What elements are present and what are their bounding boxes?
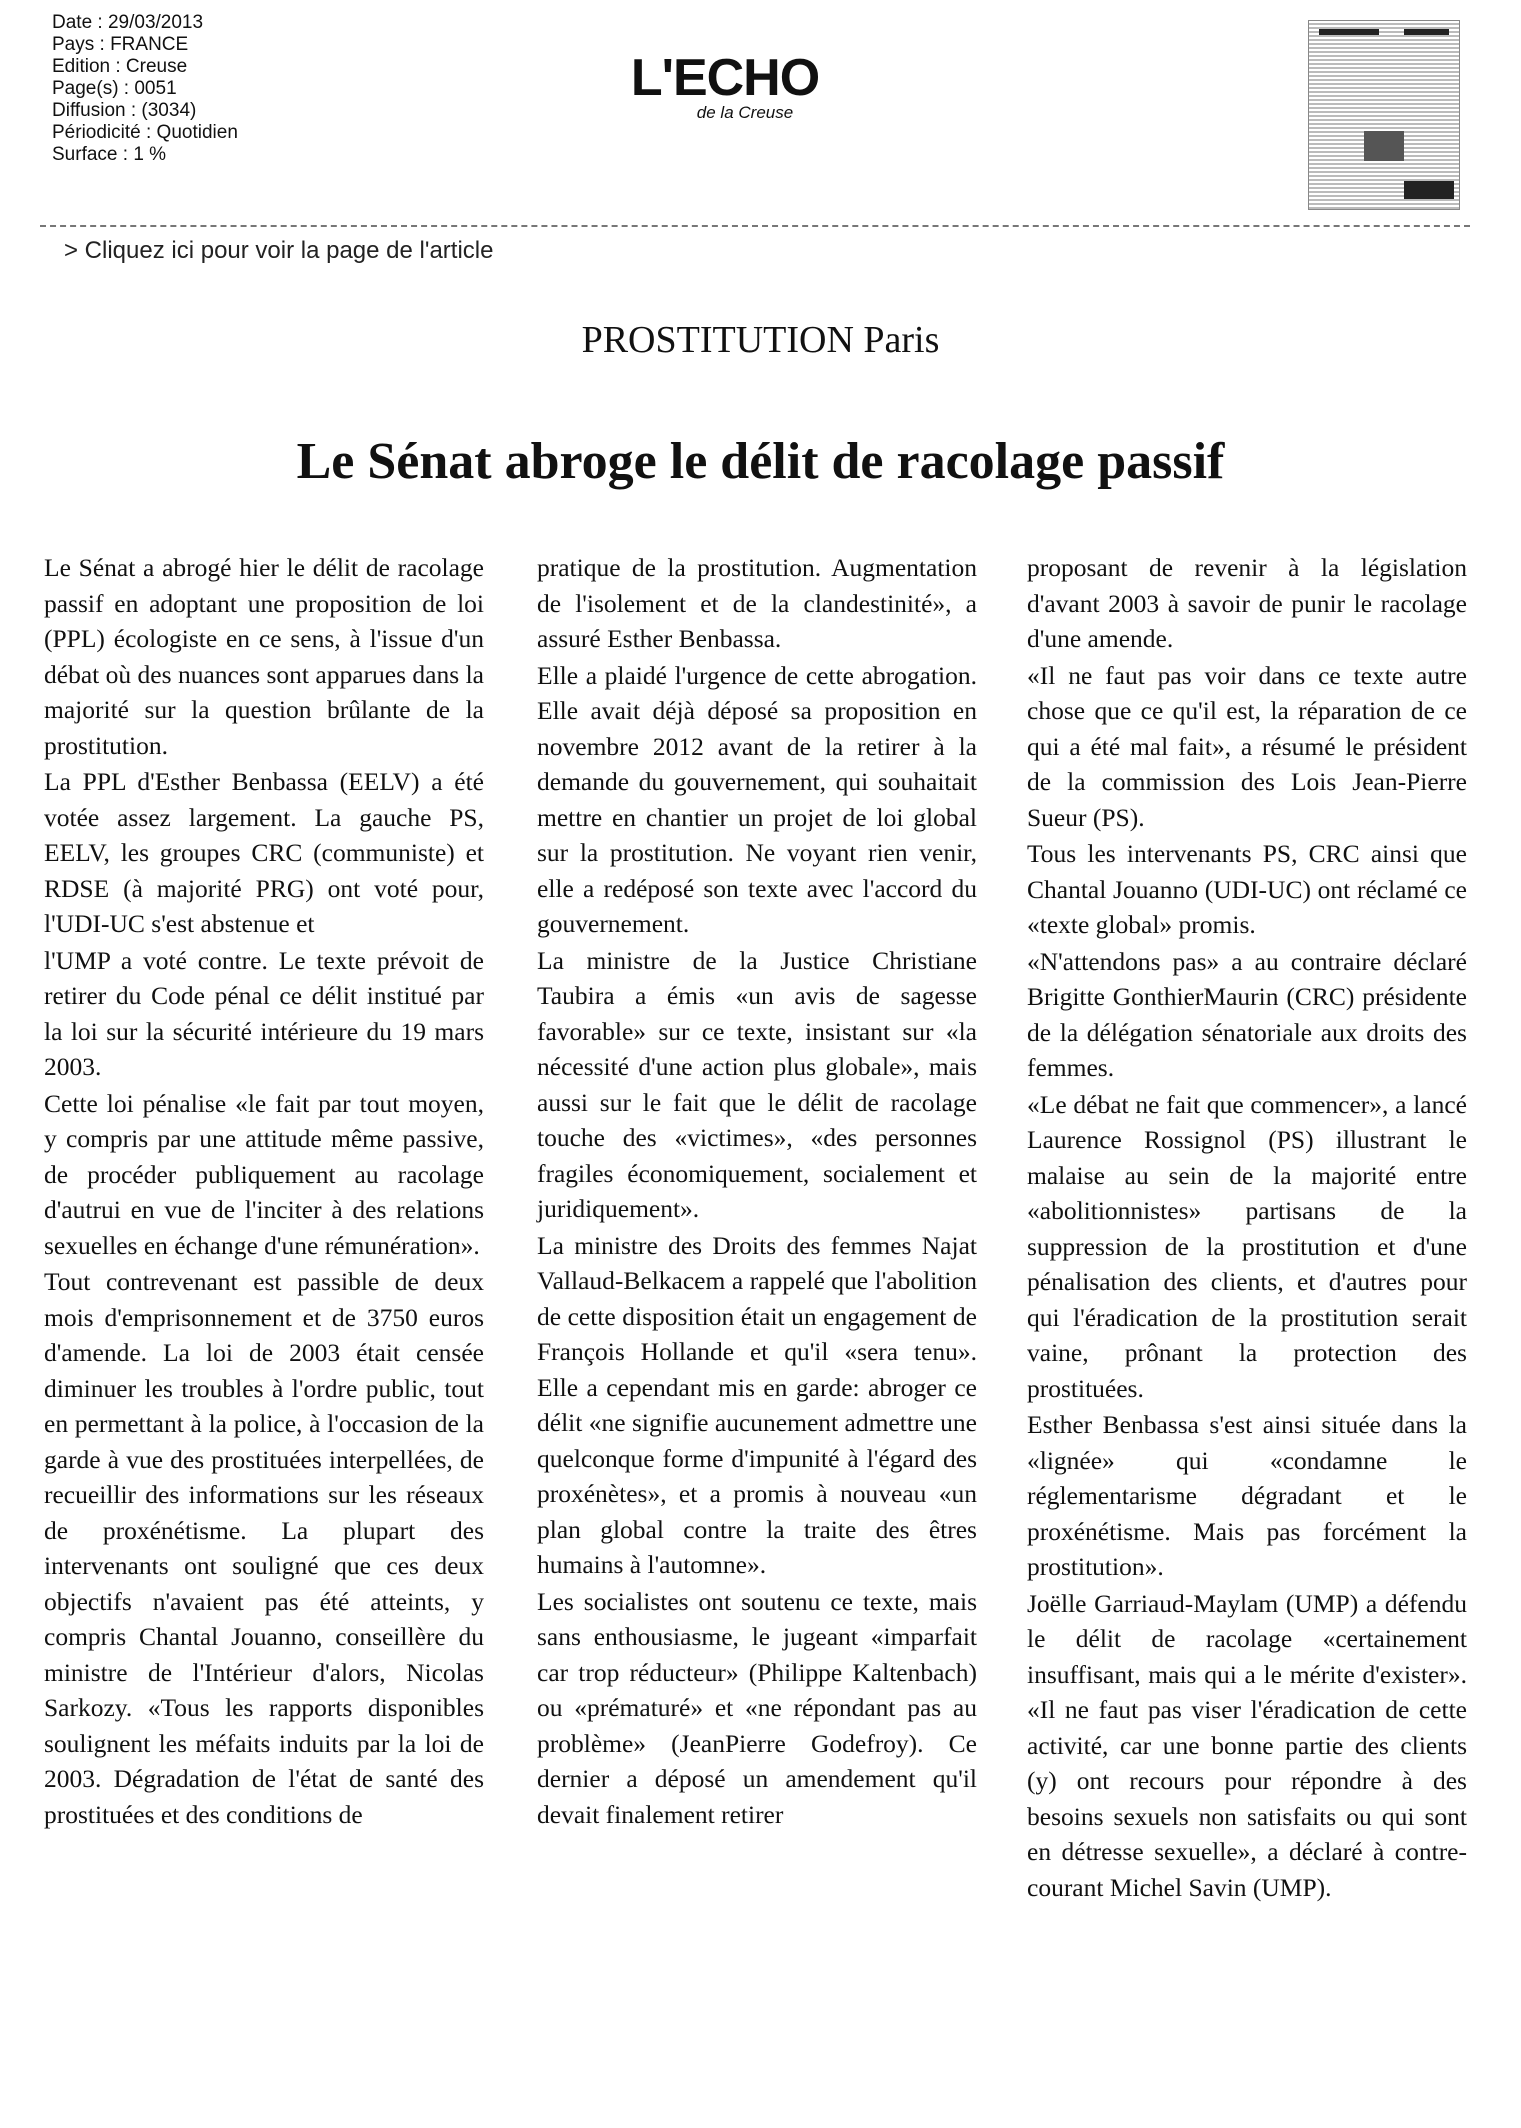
article-column-1 [44,550,484,1833]
paragraph: Les socialistes ont soutenu ce texte, mais sans enthousiasme, le jugeant «imparfait car trop réducteur» (Philippe Kaltenbach) ou «prématuré» et «ne répondant pas au problème» (JeanPierre Godefroy). Ce dernier a déposé un amendement qu'il devait finalement retirer [537,1586,977,1829]
meta-surface: Surface : 1 % [52,144,167,165]
paragraph: La ministre de la Justice Christiane Taubira a émis «un avis de sagesse favorable» sur ce texte, insistant sur «la nécessité d'une action plus globale», mais aussi sur le fait que le délit de racolage touche des «victimes», «des personnes fragiles économiquement, socialement et juridiquement». [537,945,977,1223]
meta-periodicity: Périodicité : Quotidien [52,122,238,143]
logo-subtitle: de la Creuse [696,103,794,122]
paragraph: «N'attendons pas» a au contraire déclaré Brigitte GonthierMaurin (CRC) présidente de la délégation sénatoriale aux droits des femmes. [1027,946,1467,1082]
paragraph: Esther Benbassa s'est ainsi située dans la «lignée» qui «condamne le réglementarisme dégradant et le proxénétisme. Mais pas forcément la prostitution». [1027,1410,1467,1581]
article-headline: Le Sénat abroge le délit de racolage passif [296,433,1225,490]
meta-edition: Edition : Creuse [52,56,188,77]
logo-title: L'ECHO [630,49,820,107]
view-article-page-link[interactable]: > Cliquez ici pour voir la page de l'article [64,237,494,264]
meta-diffusion: Diffusion : (3034) [52,100,197,121]
paragraph: «Le débat ne fait que commencer», a lancé Laurence Rossignol (PS) illustrant le malaise au sein de la majorité entre «abolitionnistes» partisans de la suppression de la prostitution et d'une pénalisation des clients, et d'autres pour qui l'éradication de la prostitution serait vaine, prônant la protection des prostituées. [1027,1089,1467,1403]
meta-pages: Page(s) : 0051 [52,78,177,99]
article-column-3 [1027,550,1467,1906]
paragraph: Tous les intervenants PS, CRC ainsi que Chantal Jouanno (UDI-UC) ont réclamé ce «texte global» promis. [1027,839,1467,939]
header-divider [40,225,1470,227]
paragraph: l'UMP a voté contre. Le texte prévoit de retirer du Code pénal ce délit institué par la loi sur la sécurité intérieure du 19 mars 2003. [44,945,484,1081]
paragraph: Le Sénat a abrogé hier le délit de racolage passif en adoptant une proposition de loi (PPL) écologiste en ce sens, à l'issue d'un débat où des nuances sont apparues dans la majorité sur la question brûlante de la prostitution. [44,553,484,760]
paragraph: pratique de la prostitution. Augmentation de l'isolement et de la clandestinité», a assuré Esther Benbassa. [537,553,977,653]
paragraph: Joëlle Garriaud-Maylam (UMP) a défendu le délit de racolage «certainement insuffisant, mais qui a le mérite d'exister». «Il ne faut pas viser l'éradication de cette activité, car une bonne partie des clients (y) ont recours pour répondre à des besoins sexuels non satisfaits ou qui sont en détresse sexuelle», a déclaré à contre-courant Michel Savin (UMP). [1027,1588,1467,1902]
paragraph: Elle a plaidé l'urgence de cette abrogation. Elle avait déjà déposé sa proposition en novembre 2012 avant de la retirer à la demande du gouvernement, qui souhaitait mettre en chantier un projet de loi global sur la prostitution. Ne voyant rien venir, elle a redéposé son texte avec l'accord du gouvernement. [537,660,977,938]
section-title: PROSTITUTION Paris [581,319,940,361]
paragraph: La PPL d'Esther Benbassa (EELV) a été votée assez largement. La gauche PS, EELV, les groupes CRC (communiste) et RDSE (à majorité PRG) ont voté pour, l'UDI-UC s'est abstenue et [44,767,484,938]
page-thumbnail[interactable] [1308,20,1460,210]
article-metadata [52,12,238,166]
meta-country: Pays : FRANCE [52,34,189,55]
meta-date: Date : 29/03/2013 [52,12,204,33]
paragraph: Tout contrevenant est passible de deux mois d'emprisonnement et de 3750 euros d'amende. La loi de 2003 était censée diminuer les troubles à l'ordre public, tout en permettant à la police, à l'occasion de la garde à vue des prostituées interpellées, de recueillir des informations sur les réseaux de proxénétisme. La plupart des intervenants ont souligné que ces deux objectifs n'avaient pas été atteints, y compris Chantal Jouanno, conseillère du ministre de l'Intérieur d'alors, Nicolas Sarkozy. «Tous les rapports disponibles soulignent les méfaits induits par la loi de 2003. Dégradation de l'état de santé des prostituées et des conditions de [44,1267,484,1829]
article-column-2 [537,550,977,1833]
newspaper-logo [620,49,830,122]
paragraph: Cette loi pénalise «le fait par tout moyen, y compris par une attitude même passive, de procéder publiquement au racolage d'autrui en vue de l'inciter à des relations sexuelles en échange d'une rémunération». [44,1088,484,1260]
paragraph: proposant de revenir à la législation d'avant 2003 à savoir de punir le racolage d'une amende. [1027,553,1467,653]
paragraph: «Il ne faut pas voir dans ce texte autre chose que ce qu'il est, la réparation de ce qui a été mal fait», a résumé le président de la commission des Lois Jean-Pierre Sueur (PS). [1027,660,1467,832]
paragraph: La ministre des Droits des femmes Najat Vallaud-Belkacem a rappelé que l'abolition de cette disposition était un engagement de François Hollande et qu'il «sera tenu». Elle a cependant mis en garde: abroger ce délit «ne signifie aucunement admettre une quelconque forme d'impunité à l'égard des proxénètes», et a promis à nouveau «un plan global contre la traite des êtres humains à l'automne». [537,1230,977,1579]
